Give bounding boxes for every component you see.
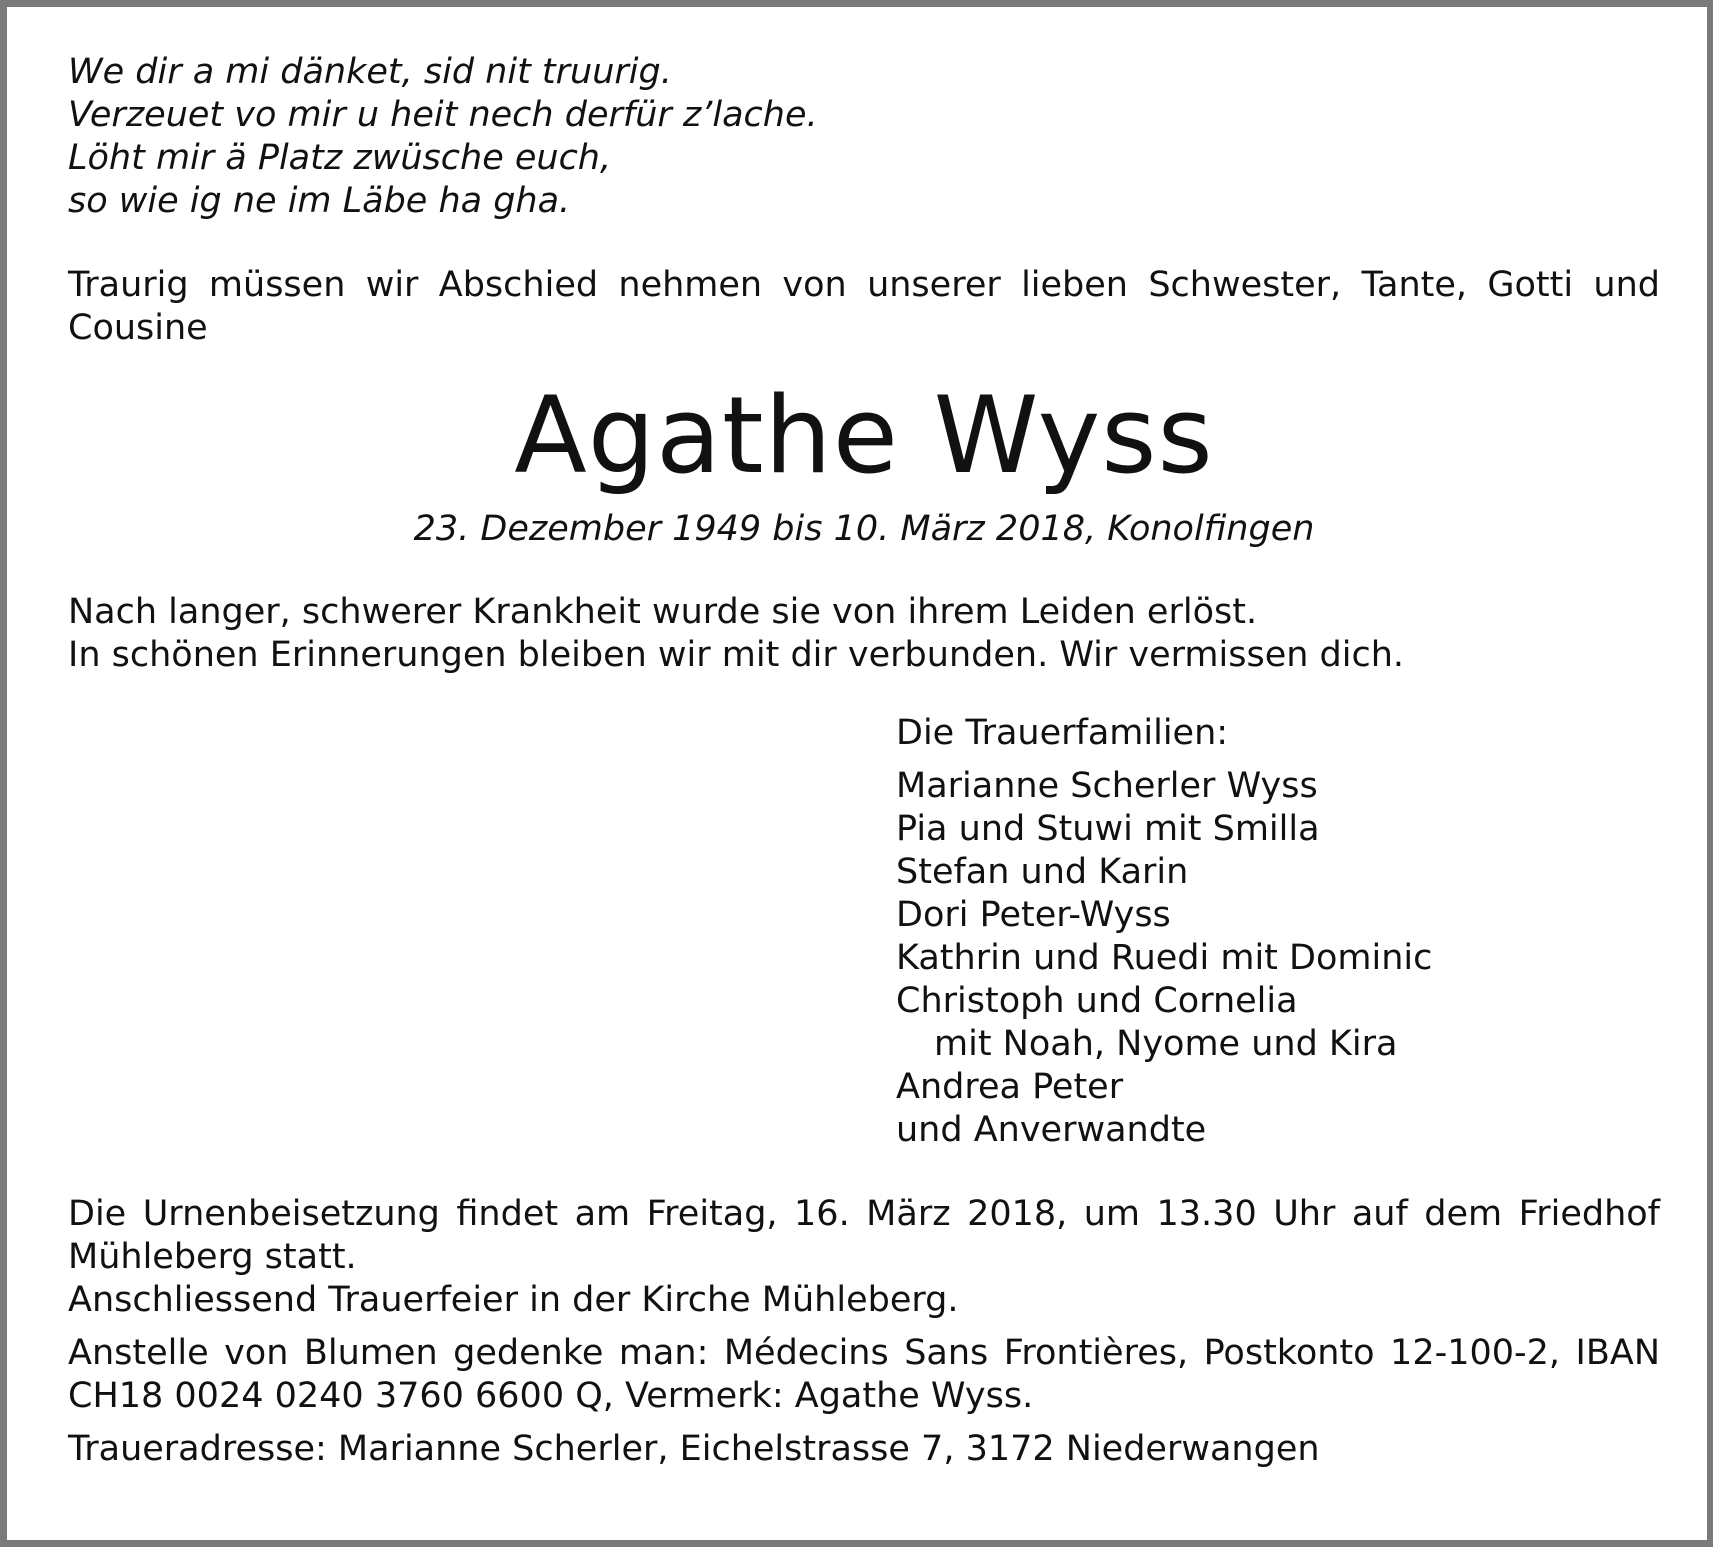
message-line: Nach langer, schwerer Krankheit wurde sie von ihrem Leiden erlöst. — [68, 592, 1258, 632]
burial-info — [68, 1193, 1660, 1279]
family-member: Stefan und Karin — [896, 852, 1189, 892]
family-member: Marianne Scherler Wyss — [896, 766, 1318, 806]
life-dates: 23. Dezember 1949 bis 10. März 2018, Konolfingen — [413, 509, 1315, 549]
mourning-families — [896, 712, 1660, 1152]
message-line: In schönen Erinnerungen bleiben wir mit dir verbunden. Wir vermissen dich. — [68, 635, 1405, 675]
burial-line-1: Die Urnenbeisetzung findet am Freitag, 16. März 2018, um 13.30 Uhr auf dem Friedhof — [68, 1194, 1660, 1234]
family-member: Kathrin und Ruedi mit Dominic — [896, 938, 1433, 978]
service-info: Anschliessend Trauerfeier in der Kirche Mühleberg. — [68, 1280, 959, 1320]
intro-line-2: Cousine — [68, 308, 208, 348]
intro-line-1: Traurig müssen wir Abschied nehmen von unserer lieben Schwester, Tante, Gotti und — [68, 265, 1660, 305]
mourning-address: Traueradresse: Marianne Scherler, Eichelstrasse 7, 3172 Niederwangen — [68, 1429, 1320, 1469]
poem-line: We dir a mi dänket, sid nit truurig. — [68, 52, 672, 92]
poem — [68, 51, 1660, 223]
donation-line-2: CH18 0024 0240 3760 6600 Q, Vermerk: Agathe Wyss. — [68, 1376, 1034, 1416]
donation-info — [68, 1332, 1660, 1418]
poem-line: Löht mir ä Platz zwüsche euch, — [68, 138, 612, 178]
family-member: Dori Peter-Wyss — [896, 895, 1171, 935]
family-member: Pia und Stuwi mit Smilla — [896, 809, 1320, 849]
message — [68, 591, 1660, 677]
family-member: mit Noah, Nyome und Kira — [934, 1024, 1398, 1064]
families-heading: Die Trauerfamilien: — [896, 713, 1229, 753]
donation-line-1: Anstelle von Blumen gedenke man: Médecins Sans Frontières, Postkonto 12-100-2, IBAN — [68, 1333, 1660, 1373]
poem-line: Verzeuet vo mir u heit nech derfür z’lache. — [68, 95, 818, 135]
burial-line-2: Mühleberg statt. — [68, 1237, 357, 1277]
ceremony-details — [68, 1193, 1660, 1471]
family-member: Christoph und Cornelia — [896, 981, 1298, 1021]
obituary-content — [68, 51, 1660, 1471]
poem-line: so wie ig ne im Läbe ha gha. — [68, 181, 571, 221]
intro-text — [68, 264, 1660, 350]
family-member: Andrea Peter — [896, 1067, 1124, 1107]
deceased-name: Agathe Wyss — [514, 374, 1214, 497]
family-member: und Anverwandte — [896, 1110, 1207, 1150]
